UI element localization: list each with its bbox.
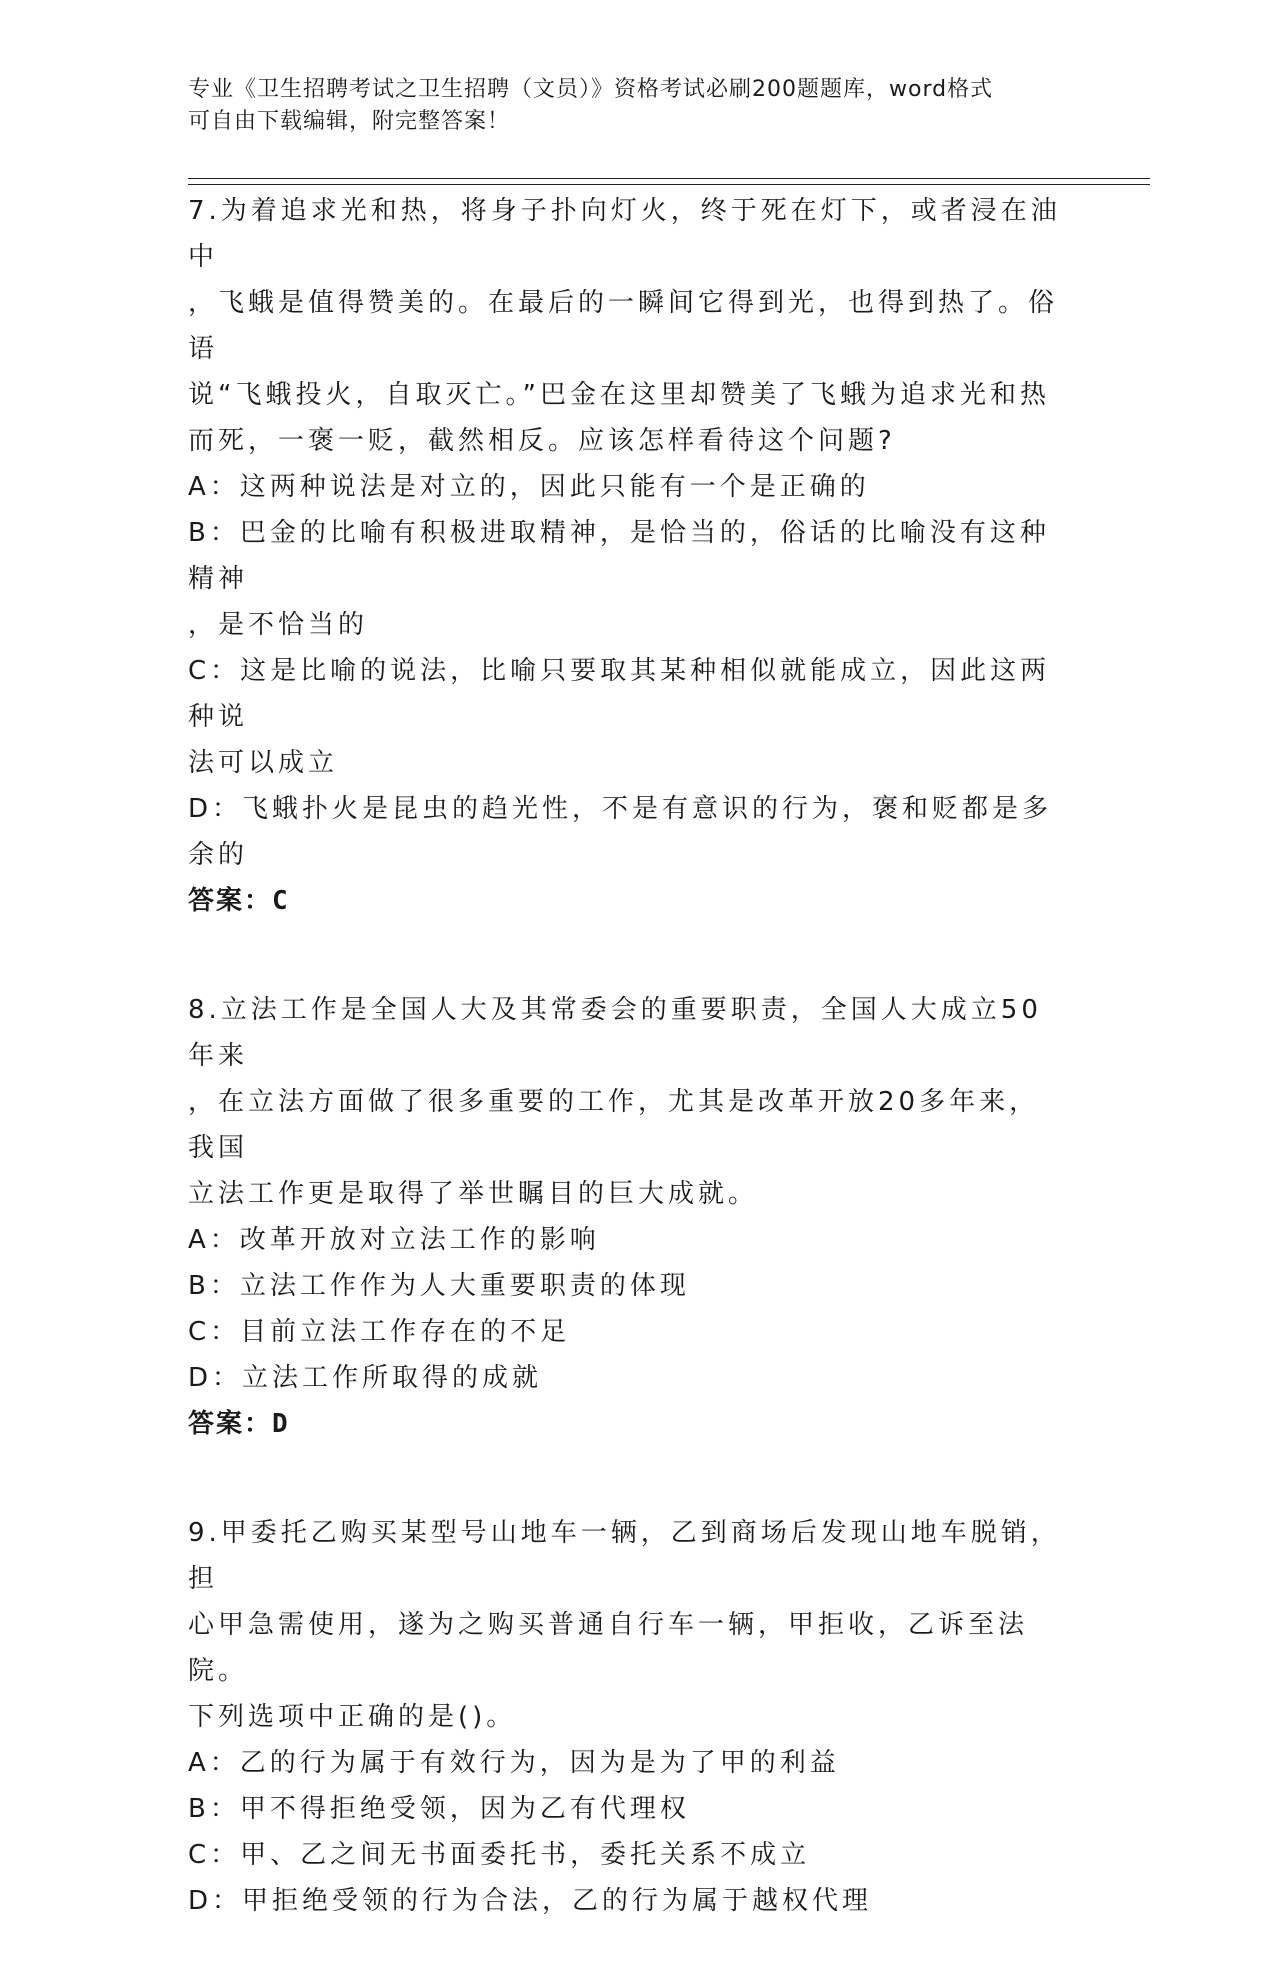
stem-line: 心甲急需使用，遂为之购买普通自行车一辆，甲拒收，乙诉至法院。: [188, 1610, 1029, 1686]
option-c: [188, 1309, 1068, 1355]
option-line: 法可以成立: [188, 748, 339, 778]
header-rule-bottom: [188, 184, 1150, 185]
option-line: B：立法工作作为人大重要职责的体现: [188, 1271, 690, 1301]
header-line-2: 可自由下载编辑，附完整答案！: [188, 109, 511, 134]
answer: 答案：C: [188, 886, 290, 916]
stem-line: 9.甲委托乙购买某型号山地车一辆，乙到商场后发现山地车脱销，担: [188, 1518, 1061, 1594]
option-line: ，是不恰当的: [188, 610, 369, 640]
option-d: [188, 1878, 1068, 1924]
answer: 答案：D: [188, 1409, 290, 1439]
stem-line: 下列选项中正确的是()。: [188, 1702, 517, 1732]
stem-line: 说“飞蛾投火，自取灭亡。”巴金在这里却赞美了飞蛾为追求光和热: [188, 380, 1050, 410]
option-line: B：甲不得拒绝受领，因为乙有代理权: [188, 1794, 690, 1824]
option-line: D：飞蛾扑火是昆虫的趋光性，不是有意识的行为，褒和贬都是多余的: [188, 794, 1053, 870]
option-d: [188, 786, 1068, 878]
stem-line: 8.立法工作是全国人大及其常委会的重要职责，全国人大成立50年来: [188, 995, 1042, 1071]
option-b: [188, 1263, 1068, 1309]
option-b: [188, 510, 1068, 648]
question-stem: [188, 188, 1068, 464]
stem-line: 立法工作更是取得了举世瞩目的巨大成就。: [188, 1179, 759, 1209]
option-line: C：这是比喻的说法，比喻只要取其某种相似就能成立，因此这两种说: [188, 656, 1051, 732]
option-line: D：立法工作所取得的成就: [188, 1363, 543, 1393]
question-stem: [188, 987, 1068, 1217]
question-9: [188, 1510, 1068, 1924]
question-7: [188, 188, 1068, 924]
option-b: [188, 1786, 1068, 1832]
question-list: [188, 188, 1068, 1987]
option-line: A：乙的行为属于有效行为，因为是为了甲的利益: [188, 1748, 840, 1778]
option-line: C：甲、乙之间无书面委托书，委托关系不成立: [188, 1840, 811, 1870]
option-a: [188, 1740, 1068, 1786]
stem-line: 而死，一褒一贬，截然相反。应该怎样看待这个问题?: [188, 426, 896, 456]
option-a: [188, 1217, 1068, 1263]
option-a: [188, 464, 1068, 510]
stem-line: 7.为着追求光和热，将身子扑向灯火，终于死在灯下，或者浸在油中: [188, 196, 1061, 272]
option-line: A：这两种说法是对立的，因此只能有一个是正确的: [188, 472, 870, 502]
option-line: A：改革开放对立法工作的影响: [188, 1225, 600, 1255]
stem-line: ，在立法方面做了很多重要的工作，尤其是改革开放20多年来，我国: [188, 1087, 1040, 1163]
option-line: D：甲拒绝受领的行为合法，乙的行为属于越权代理: [188, 1886, 873, 1916]
question-stem: [188, 1510, 1068, 1740]
header-rule-top: [188, 178, 1150, 179]
option-d: [188, 1355, 1068, 1401]
header-line-1: 专业《卫生招聘考试之卫生招聘（文员）》资格考试必刷200题题库，word格式: [188, 77, 994, 102]
option-c: [188, 1832, 1068, 1878]
option-line: B：巴金的比喻有积极进取精神，是恰当的，俗话的比喻没有这种精神: [188, 518, 1050, 594]
question-8: [188, 987, 1068, 1447]
option-line: C：目前立法工作存在的不足: [188, 1317, 571, 1347]
option-c: [188, 648, 1068, 786]
document-header: [188, 74, 1068, 138]
stem-line: ，飞蛾是值得赞美的。在最后的一瞬间它得到光，也得到热了。俗语: [188, 288, 1059, 364]
